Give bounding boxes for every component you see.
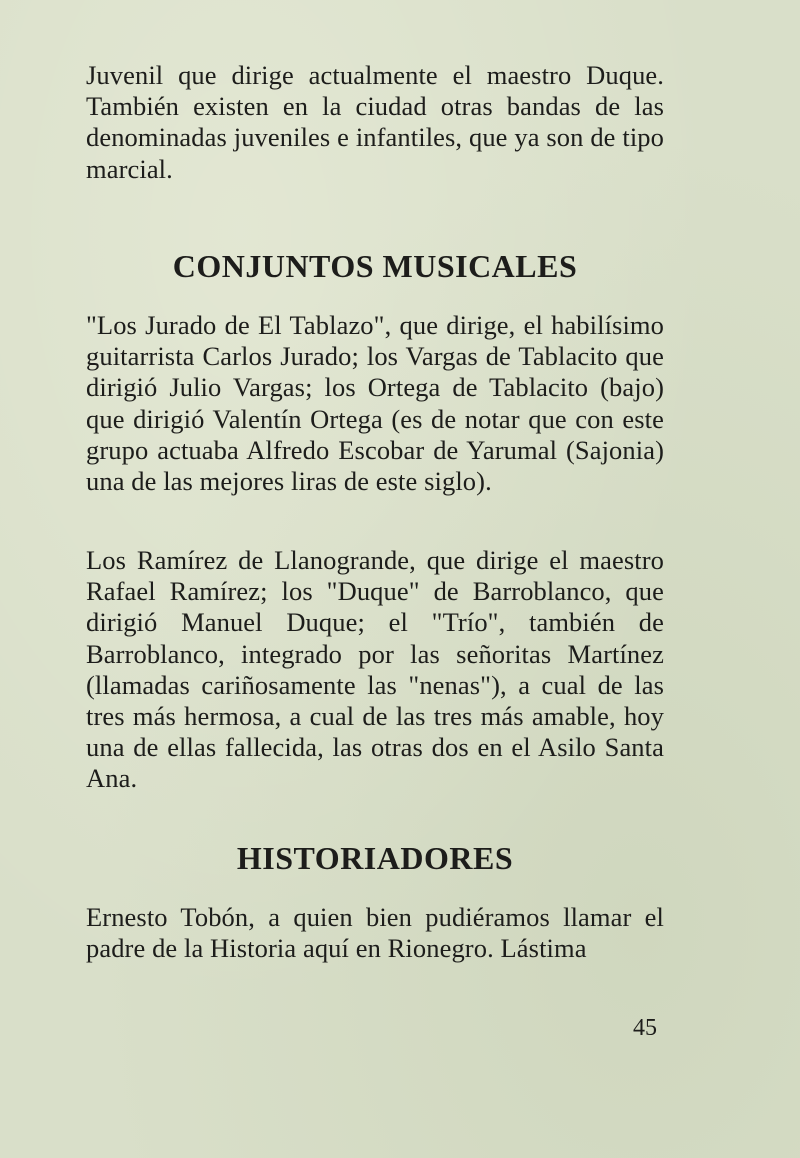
intro-paragraph: Juvenil que dirige actualmente el maestro Duque. También existen en la ciudad otras bandas de las denominadas juveniles e infantiles, que ya son de tipo marcial. bbox=[86, 60, 664, 184]
section-heading-historiadores: HISTORIADORES bbox=[236, 840, 514, 876]
section-heading-conjuntos-musicales: CONJUNTOS MUSICALES bbox=[172, 248, 578, 284]
historiadores-paragraph-1: Ernesto Tobón, a quien bien pudiéramos llamar el padre de la Historia aquí en Rionegro. Lástima bbox=[86, 902, 664, 964]
conjuntos-paragraph-2: Los Ramírez de Llanogrande, que dirige el maestro Rafael Ramírez; los "Duque" de Barroblanco, que dirigió Manuel Duque; el "Trío", también de Barroblanco, integrado por las señoritas Martínez (llamadas cariñosamente las "nenas"), a cual de las tres más hermosa, a cual de las tres más amable, hoy una de ellas fallecida, las otras dos en el Asilo Santa Ana. bbox=[86, 545, 664, 794]
page-number: 45 bbox=[633, 1015, 657, 1041]
conjuntos-paragraph-1: "Los Jurado de El Tablazo", que dirige, el habilísimo guitarrista Carlos Jurado; los Vargas de Tablacito que dirigió Julio Vargas; los Ortega de Tablacito (bajo) que dirigió Valentín Ortega (es de notar que con este grupo actuaba Alfredo Escobar de Yarumal (Sajonia) una de las mejores liras de este siglo). bbox=[86, 310, 664, 497]
